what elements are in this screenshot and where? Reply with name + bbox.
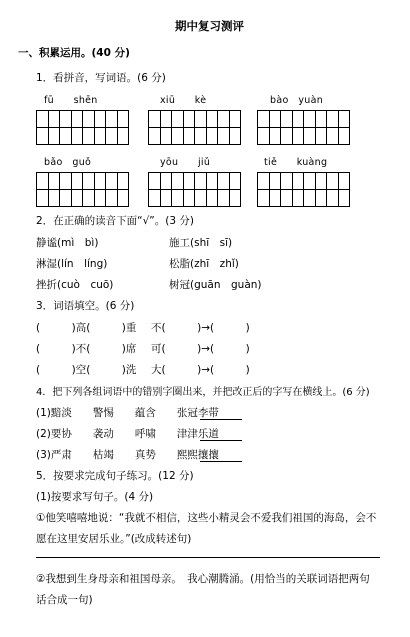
fill-blank-item[interactable]: ( )空( )洗 (36, 364, 137, 376)
sentence-text: 话合成一句) (36, 594, 93, 606)
writing-grid[interactable] (148, 110, 240, 145)
writing-grid[interactable] (148, 172, 240, 207)
question-2-label: 2．在正确的读音下面“√”。(3 分) (36, 215, 194, 227)
fill-blank-item[interactable]: ( )不( )席 (36, 343, 137, 355)
answer-line[interactable] (36, 557, 380, 558)
fill-blank-item[interactable]: 可( )→( ) (151, 343, 250, 355)
sub-question-label: (1)按要求写句子。(4 分) (36, 491, 154, 503)
sentence-text: ①他笑嘻嘻地说：“我就不相信，这些小精灵会不爱我们祖国的海岛，会不 (36, 512, 377, 524)
section-heading: 一、积累运用。(40 分) (18, 47, 130, 59)
writing-grid[interactable] (257, 110, 349, 145)
writing-grid[interactable] (36, 172, 128, 207)
word-group: (2)要协 袭动 呼啸 津津乐道 (36, 428, 219, 440)
writing-grid[interactable] (257, 172, 349, 207)
writing-grid[interactable] (36, 110, 128, 145)
fill-blank-item[interactable]: 大( )→( ) (151, 364, 250, 376)
sentence-text: 愿在这里安居乐业。”(改成转述句) (36, 533, 192, 545)
answer-line[interactable] (200, 440, 242, 441)
answer-line[interactable] (200, 419, 242, 420)
pronunciation-item[interactable]: 施工(shī sī) (169, 237, 233, 249)
fill-blank-item[interactable]: 不( )→( ) (151, 322, 250, 334)
pinyin-label: bào yuàn (270, 95, 324, 106)
sentence-text: ②我想到生身母亲和祖国母亲。 我心潮腾涌。(用恰当的关联词语把两句 (36, 573, 370, 585)
question-5-label: 5．按要求完成句子练习。(12 分) (36, 470, 194, 482)
question-1-label: 1．看拼音，写词语。(6 分) (36, 72, 166, 84)
word-group: (1)黯淡 警惕 蕴含 张冠李带 (36, 407, 219, 419)
question-3-label: 3．词语填空。(6 分) (36, 300, 135, 312)
pronunciation-item[interactable]: 松脂(zhī zhǐ) (169, 258, 239, 270)
pronunciation-item[interactable]: 树冠(guān guàn) (169, 279, 262, 291)
pinyin-label: bǎo guǒ (44, 157, 92, 168)
pinyin-label: tiě kuàng (264, 157, 328, 168)
pronunciation-item[interactable]: 静谧(mì bì) (36, 237, 99, 249)
pronunciation-item[interactable]: 挫折(cuò cuō) (36, 279, 114, 291)
pinyin-label: xiū kè (160, 95, 207, 106)
pinyin-label: fū shēn (44, 95, 98, 106)
question-4-label: 4．把下列各组词语中的错别字圈出来，并把改正后的字写在横线上。(6 分) (36, 387, 370, 398)
page-title: 期中复习测评 (175, 19, 244, 33)
answer-line[interactable] (200, 461, 242, 462)
fill-blank-item[interactable]: ( )高( )重 (36, 322, 137, 334)
pinyin-label: yōu jiǔ (160, 157, 211, 168)
pronunciation-item[interactable]: 淋湿(lín líng) (36, 258, 108, 270)
word-group: (3)严肃 枯竭 真势 熙熙攘攘 (36, 449, 219, 461)
